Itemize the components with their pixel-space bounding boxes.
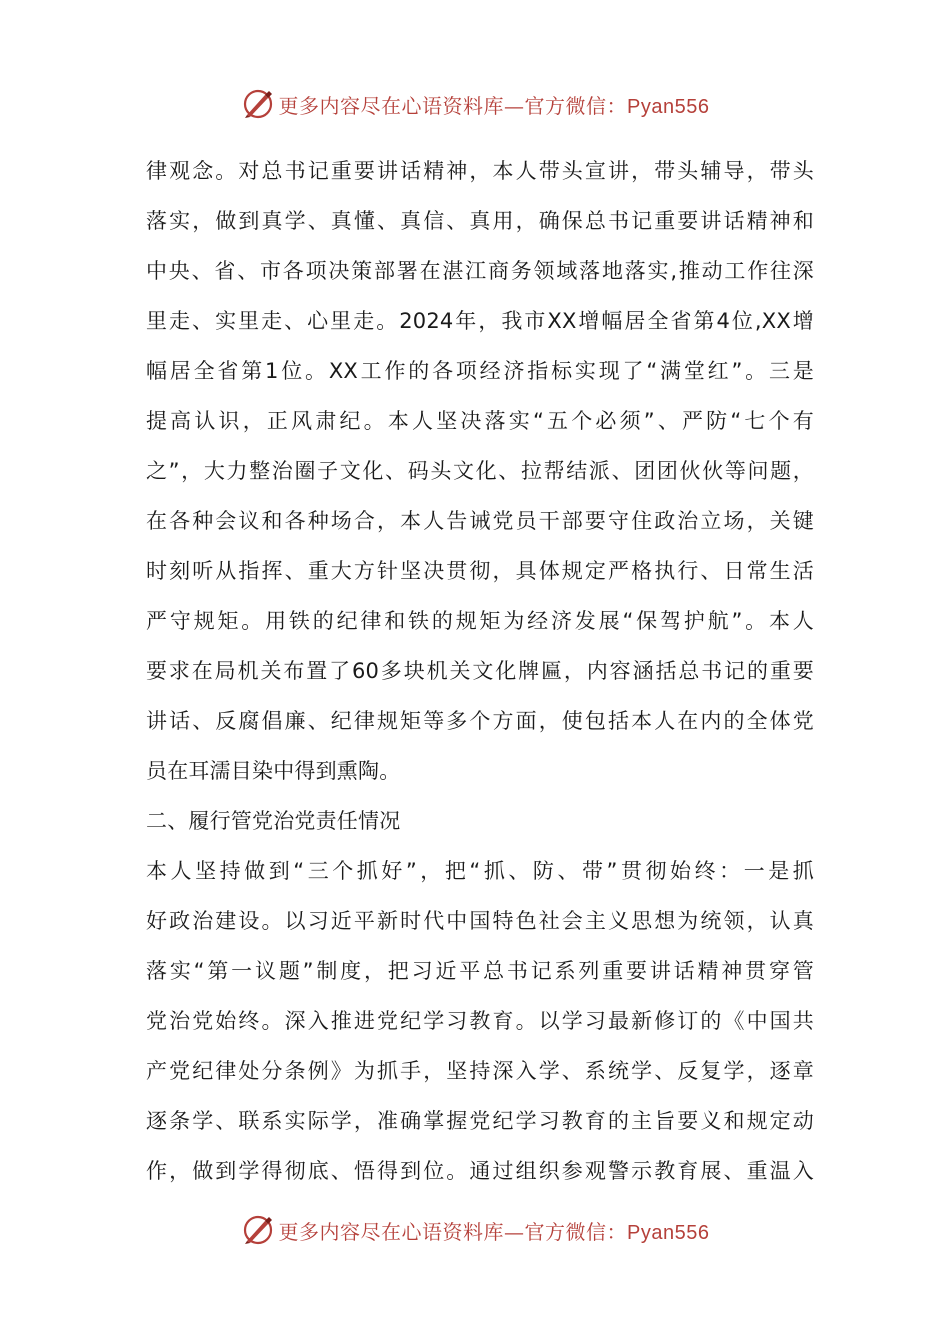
text-line: 员在耳濡目染中得到熏陶。 (146, 759, 401, 783)
wechat-handle: Pyan556 (627, 95, 710, 118)
watermark-text: 更多内容尽在心语资料库—官方微信：Pyan556 (278, 93, 710, 118)
header-watermark (0, 86, 950, 122)
wechat-handle: Pyan556 (627, 1221, 710, 1244)
text-line: 好政治建设。以习近平新时代中国特色社会主义思想为统领，认真 (146, 909, 814, 933)
footer-watermark (0, 1212, 950, 1248)
pen-logo-icon (241, 1213, 275, 1247)
text-line: 落实“第一议题”制度，把习近平总书记系列重要讲话精神贯穿管 (146, 959, 814, 983)
text-line: 党治党始终。深入推进党纪学习教育。以学习最新修订的《中国共 (146, 1009, 814, 1033)
pen-logo-icon (241, 87, 275, 121)
text-line: 讲话、反腐倡廉、纪律规矩等多个方面，使包括本人在内的全体党 (146, 709, 814, 733)
text-line: 逐条学、联系实际学，准确掌握党纪学习教育的主旨要义和规定动 (146, 1109, 814, 1133)
text-line: 之”，大力整治圈子文化、码头文化、拉帮结派、团团伙伙等问题， (146, 459, 814, 483)
text-line: 产党纪律处分条例》为抓手，坚持深入学、系统学、反复学，逐章 (146, 1059, 814, 1083)
text-line: 时刻听从指挥、重大方针坚决贯彻，具体规定严格执行、日常生活 (146, 559, 814, 583)
text-line: 律观念。对总书记重要讲话精神，本人带头宣讲，带头辅导，带头 (146, 159, 814, 183)
text-line: 要求在局机关布置了60多块机关文化牌匾，内容涵括总书记的重要 (146, 659, 814, 683)
document-body (146, 146, 814, 1196)
watermark-text: 更多内容尽在心语资料库—官方微信：Pyan556 (278, 1219, 710, 1244)
text-line: 提高认识，正风肃纪。本人坚决落实“五个必须”、严防“七个有 (146, 409, 814, 433)
text-line: 在各种会议和各种场合，本人告诫党员干部要守住政治立场，关键 (146, 509, 814, 533)
text-line: 中央、省、市各项决策部署在湛江商务领域落地落实,推动工作往深 (146, 259, 814, 283)
text-line: 幅居全省第1位。XX工作的各项经济指标实现了“满堂红”。三是 (146, 359, 814, 383)
text-line: 里走、实里走、心里走。2024年，我市XX增幅居全省第4位,XX增 (146, 309, 814, 333)
text-line: 落实，做到真学、真懂、真信、真用，确保总书记重要讲话精神和 (146, 209, 814, 233)
text-line: 严守规矩。用铁的纪律和铁的规矩为经济发展“保驾护航”。本人 (146, 609, 814, 633)
text-line: 作，做到学得彻底、悟得到位。通过组织参观警示教育展、重温入 (146, 1159, 814, 1183)
text-line: 二、履行管党治党责任情况 (146, 809, 401, 833)
text-line: 本人坚持做到“三个抓好”，把“抓、防、带”贯彻始终：一是抓 (146, 859, 814, 883)
